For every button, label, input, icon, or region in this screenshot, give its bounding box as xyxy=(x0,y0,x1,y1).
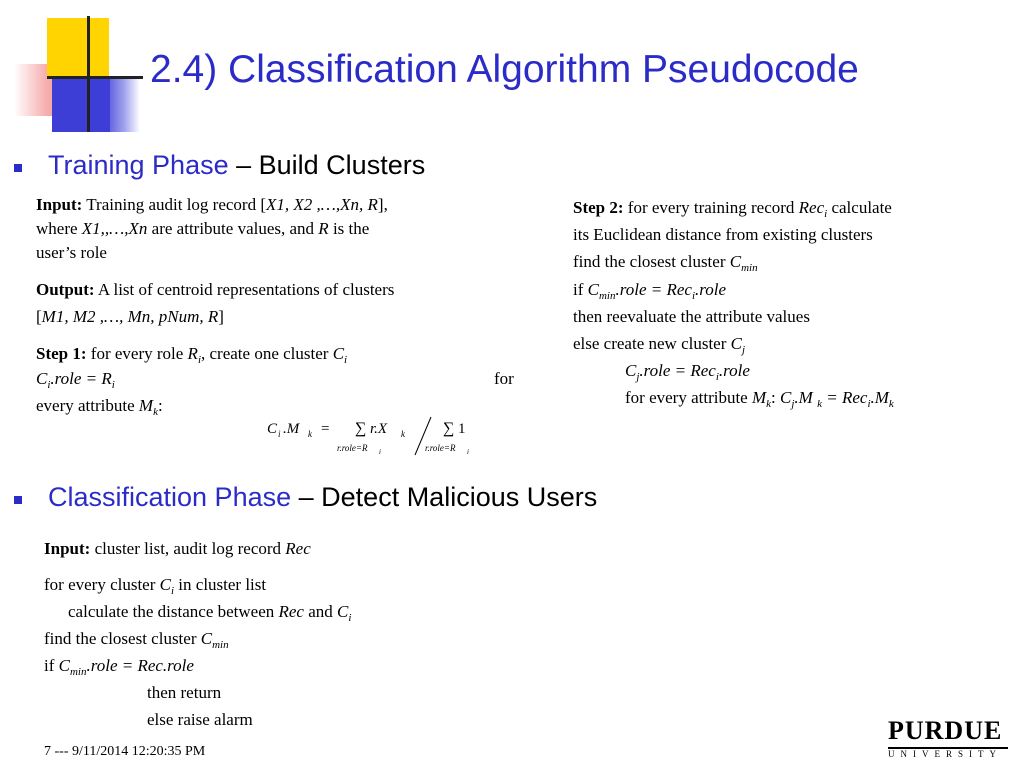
training-heading-blue: Training Phase xyxy=(48,150,229,180)
cj-role-line: $C_j.role$ = Rec$_i$.role xyxy=(625,361,750,383)
ci-role-line: $C_i.role = R_i$ xyxy=(36,369,115,391)
step2-line: Step 2: for every training record Rec$_i$ calculate xyxy=(573,198,892,220)
find-closest-line: find the closest cluster $C_{min}$ xyxy=(573,252,758,274)
formula-cond-2-i: i xyxy=(467,448,469,456)
c-if-line: if $C_{min}.role$ = Rec.role xyxy=(44,656,194,678)
for-every-attr-line: for every attribute $M_k$: $C_j.M$ $_k = Rec_i.M_k$ xyxy=(625,388,894,410)
slide-footer: 7 --- 9/11/2014 12:20:35 PM xyxy=(44,744,206,759)
formula-cond-1: r.role=R xyxy=(337,443,368,453)
every-attr-line: every attribute $M_k$: xyxy=(36,396,163,418)
bullet-icon xyxy=(14,496,22,504)
training-heading-black: – Build Clusters xyxy=(236,150,426,180)
step1-line: Step 1: for every role $R_i$, create one cluster $C_i$ xyxy=(36,344,348,366)
c-find-line: find the closest cluster $C_{min}$ xyxy=(44,629,229,651)
formula-cond-2: r.role=R xyxy=(425,443,456,453)
output-list-line: [M1, M2 ,…, Mn, pNum, R] xyxy=(36,307,224,326)
slide-title: 2.4) Classification Algorithm Pseudocode xyxy=(150,48,859,91)
formula-ci: C xyxy=(267,421,278,437)
formula-cond-1-i: i xyxy=(379,448,381,456)
formula-dotm: .M xyxy=(283,421,300,437)
formula-sum-top: ∑ xyxy=(355,420,367,437)
for-word: for xyxy=(494,369,514,388)
classification-heading-black: – Detect Malicious Users xyxy=(298,482,598,512)
classification-heading-blue: Classification Phase xyxy=(48,482,292,512)
classification-body xyxy=(44,0,544,768)
where-line: where X1,,…,Xn are attribute values, and R is the xyxy=(36,219,370,238)
bullet-icon xyxy=(14,164,22,172)
formula-rx: r.X xyxy=(370,421,388,437)
else-create-line: else create new cluster $C_j$ xyxy=(573,334,746,356)
c-calc-line: calculate the distance between Rec and $C_i$ xyxy=(68,602,352,624)
formula-sum-bottom: ∑ xyxy=(443,420,455,437)
formula-i-sub: i xyxy=(278,429,281,439)
logo-word: PURDUE xyxy=(888,716,1003,745)
c-else-line: else raise alarm xyxy=(147,710,253,729)
formula-one: 1 xyxy=(458,421,466,437)
formula-k-sub: k xyxy=(308,429,312,439)
then-reevaluate-line: then reevaluate the attribute values xyxy=(573,307,810,326)
output-line: Output: A list of centroid representations of clusters xyxy=(36,280,395,299)
users-role-line: user’s role xyxy=(36,243,107,262)
c-for-every-line: for every cluster $C_i$ in cluster list xyxy=(44,575,267,597)
input-line: Input: Training audit log record [X1, X2 ,…,Xn, R], xyxy=(36,195,388,214)
formula-k-sub-2: k xyxy=(401,429,405,439)
logo-sub: UNIVERSITY xyxy=(888,749,1002,759)
step2-column xyxy=(573,0,1013,768)
formula-eq: = xyxy=(321,421,330,437)
c-input-line: Input: cluster list, audit log record Rec xyxy=(44,539,311,558)
euclid-line: its Euclidean distance from existing clusters xyxy=(573,225,873,244)
c-then-line: then return xyxy=(147,683,222,702)
if-role-line: if $C_{min}.role$ = Rec$_i$.role xyxy=(573,280,727,302)
purdue-logo xyxy=(888,716,1010,758)
